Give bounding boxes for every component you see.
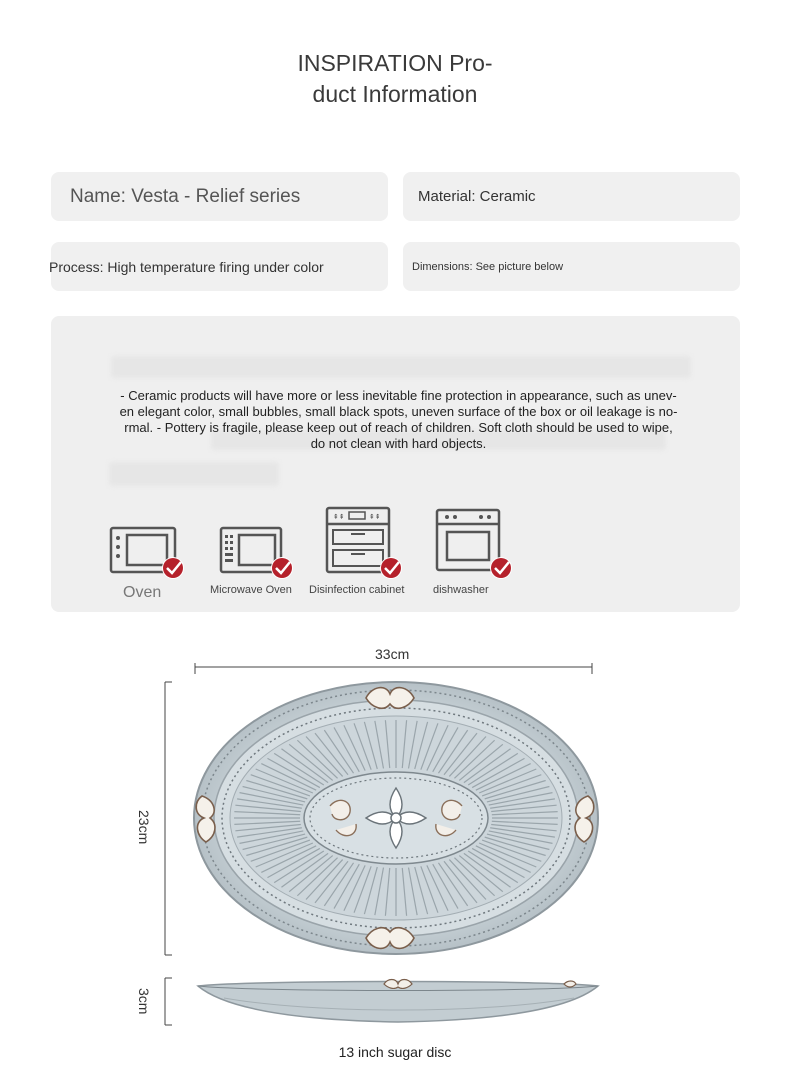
microwave-label: Microwave Oven xyxy=(210,584,292,596)
notice-line-1: - Ceramic products will have more or less inevitable fine protection in appearance, such as unev- xyxy=(120,388,677,403)
page-title xyxy=(0,48,790,110)
process-box xyxy=(51,242,388,291)
dishwasher-icon xyxy=(435,508,515,586)
title-line-1: INSPIRATION Pro- xyxy=(297,50,493,76)
height-label: 3cm xyxy=(136,988,152,1015)
plate-side-view xyxy=(194,976,602,1026)
product-name: Name: Vesta - Relief series xyxy=(70,185,301,207)
width-dimension-line xyxy=(190,662,600,676)
product-dimensions: Dimensions: See picture below xyxy=(412,260,564,273)
depth-label: 23cm xyxy=(136,810,152,845)
disinfection-cabinet-item xyxy=(309,506,405,596)
width-label: 33cm xyxy=(375,646,410,662)
plate-top-view xyxy=(190,678,602,958)
height-dimension-line xyxy=(160,976,176,1028)
title-line-2: duct Information xyxy=(312,81,478,107)
dishwasher-label: dishwasher xyxy=(433,584,489,596)
depth-dimension-line xyxy=(160,680,176,958)
product-caption: 13 inch sugar disc xyxy=(338,1044,452,1060)
material-box xyxy=(403,172,740,221)
microwave-item xyxy=(210,526,299,596)
product-material: Material: Ceramic xyxy=(418,188,536,205)
product-process: Process: High temperature firing under color xyxy=(49,258,324,275)
oven-icon xyxy=(109,526,189,586)
microwave-icon xyxy=(219,526,299,586)
oven-item xyxy=(109,526,189,601)
disinfection-cabinet-label: Disinfection cabinet xyxy=(309,584,405,596)
svg-text:⇞⇞: ⇞⇞ xyxy=(333,513,345,521)
oven-label: Oven xyxy=(123,584,162,601)
care-notice xyxy=(91,388,706,452)
blurred-text-line xyxy=(111,356,691,378)
disinfection-cabinet-icon xyxy=(325,506,405,586)
svg-text:⇞⇞: ⇞⇞ xyxy=(369,513,381,521)
blurred-text-line xyxy=(109,462,279,486)
notice-line-4: do not clean with hard objects. xyxy=(310,436,487,451)
notice-line-3: rmal. - Pottery is fragile, please keep out of reach of children. Soft cloth should be used to wipe, xyxy=(124,420,673,435)
notice-line-2: en elegant color, small bubbles, small black spots, uneven surface of the box or oil leakage is no- xyxy=(119,404,678,419)
name-box xyxy=(51,172,388,221)
dishwasher-item xyxy=(433,508,515,596)
notice-panel xyxy=(51,316,740,612)
dimensions-box xyxy=(403,242,740,291)
